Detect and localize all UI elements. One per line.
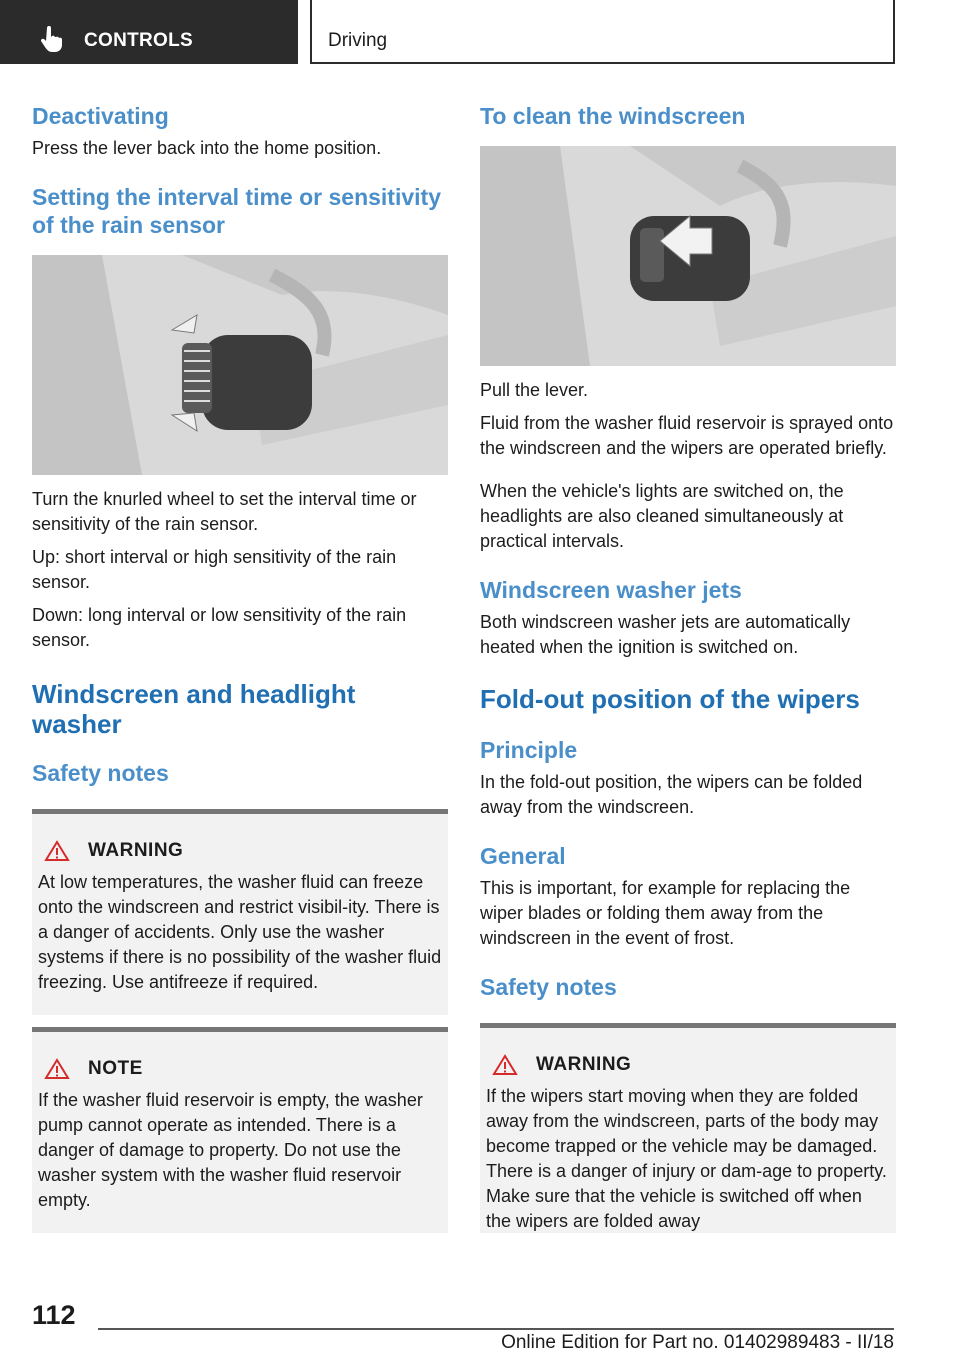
clean-lever-illustration: [480, 146, 896, 366]
clean-p2: Fluid from the washer fluid reservoir is sprayed onto the windscreen and the wipers are operated briefly.: [480, 413, 894, 458]
chapter-title: Driving: [328, 30, 388, 51]
warning-label: WARNING: [536, 1054, 632, 1075]
interval-heading: Setting the interval time or sensitivity of the rain sensor: [32, 184, 441, 238]
warning-box-right: [480, 1023, 896, 1233]
lever-pull-illustration: [480, 146, 896, 366]
note-label: NOTE: [88, 1058, 143, 1079]
edition-text: Online Edition for Part no. 01402989483 - II/18: [501, 1332, 894, 1353]
principle-body: In the fold-out position, the wipers can be folded away from the windscreen.: [480, 772, 863, 817]
foldout-heading: Fold-out position of the wipers: [480, 684, 860, 714]
warning-triangle-icon: [44, 840, 70, 862]
principle-heading: Principle: [480, 737, 578, 763]
jets-body: Both windscreen washer jets are automatically heated when the ignition is switched on.: [480, 612, 851, 657]
warning-box-left: [32, 809, 448, 1015]
washer-heading: Windscreen and headlight washer: [32, 679, 356, 739]
right-column: [480, 100, 896, 1233]
chapter-header: [310, 0, 895, 64]
note-triangle-icon: [44, 1058, 70, 1080]
note-box: [32, 1027, 448, 1233]
note-body: If the washer fluid reservoir is empty, the washer pump cannot operate as intended. There is a danger of damage to property. Do not use the washer system with the washer fluid reservoir empty.: [38, 1090, 423, 1210]
general-heading: General: [480, 843, 566, 869]
section-label: CONTROLS: [84, 30, 194, 51]
deactivating-body: Press the lever back into the home position.: [32, 138, 382, 158]
footer-divider: [98, 1328, 894, 1330]
interval-wheel-illustration: [32, 255, 448, 475]
general-body: This is important, for example for replacing the wiper blades or folding them away from the windscreen in the event of frost.: [480, 878, 851, 948]
page-number: 112: [32, 1300, 76, 1330]
warning-body: At low temperatures, the washer fluid can freeze onto the windscreen and restrict visibil-ity. There is a danger of accidents. Only use the washer systems if there is no possibility of the washer fluid freezing. Use antifreeze if required.: [38, 872, 442, 992]
clean-p3: When the vehicle's lights are switched on, the headlights are also cleaned simultaneously at practical intervals.: [480, 481, 844, 551]
section-tab[interactable]: [0, 0, 298, 64]
interval-p3: Down: long interval or low sensitivity of the rain sensor.: [32, 605, 407, 650]
deactivating-heading: Deactivating: [32, 103, 169, 129]
hand-pointer-icon: [40, 26, 62, 52]
warning-label: WARNING: [88, 840, 184, 861]
jets-heading: Windscreen washer jets: [480, 577, 742, 603]
washer-safety-heading: Safety notes: [32, 760, 169, 786]
warning-triangle-icon: [492, 1054, 518, 1076]
interval-p2: Up: short interval or high sensitivity of the rain sensor.: [32, 547, 397, 592]
warning-body: If the wipers start moving when they are folded away from the windscreen, parts of the body may become trapped or the vehicle may be damaged. There is a danger of injury or dam-age to property. Make sure that the vehicle is switched off when the wipers are folded away: [486, 1086, 887, 1231]
interval-p1: Turn the knurled wheel to set the interval time or sensitivity of the rain sensor.: [32, 489, 417, 534]
clean-p1: Pull the lever.: [480, 380, 589, 400]
left-column: [32, 100, 448, 1233]
lever-wheel-illustration: [32, 255, 448, 475]
clean-heading: To clean the windscreen: [480, 103, 746, 129]
foldout-safety-heading: Safety notes: [480, 974, 617, 1000]
